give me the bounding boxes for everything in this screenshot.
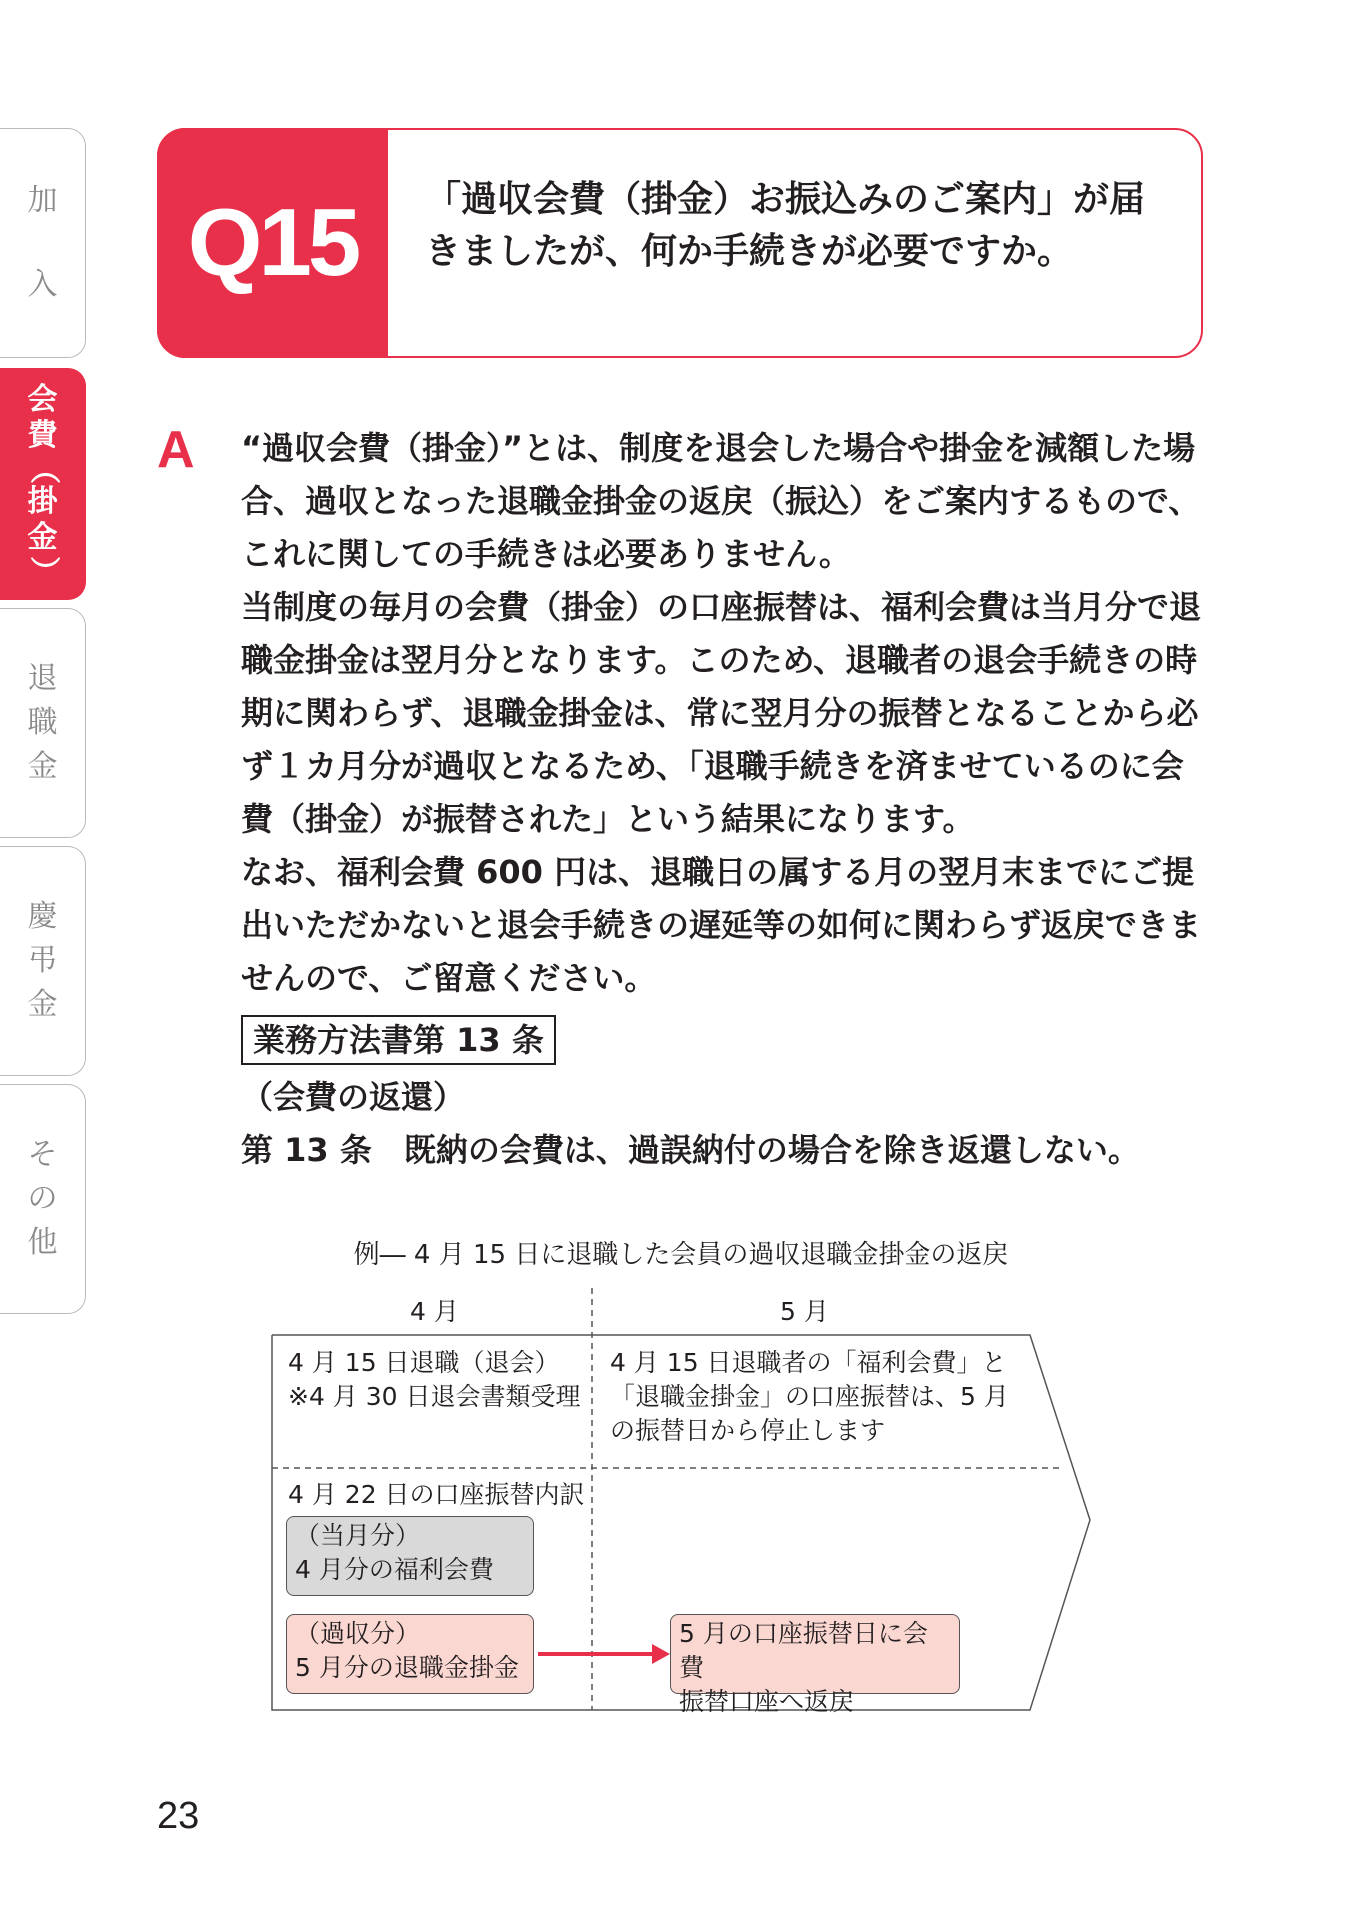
law-reference-tag: 業務方法書第 13 条 [241, 1015, 556, 1065]
cell-top-left [288, 1346, 581, 1414]
tab-char: 他 [27, 1225, 58, 1260]
tab-keichokin[interactable] [0, 846, 86, 1076]
question-box [157, 128, 1203, 358]
box-line: 5 月の口座振替日に会費 [679, 1619, 928, 1682]
cell-line: の振替日から停止します [610, 1416, 886, 1445]
answer-paragraph: 当制度の毎月の会費（掛金）の口座振替は、福利会費は当月分で退職金掛金は翌月分となります。このため、退職者の退会手続きの時期に関わらず、退職金掛金は、常に翌月分の振替となることから必ず１カ月分が過収となるため、「退職手続きを済ませているのに会費（掛金）が振替された」という結果になります。 [241, 588, 1202, 838]
tab-sonota[interactable] [0, 1084, 86, 1314]
tab-char: 退 [27, 661, 58, 696]
cell-line: 4 月 15 日退職（退会） [288, 1348, 560, 1377]
box-line: 振替口座へ返戻 [679, 1687, 855, 1716]
box-line: 5 月分の退職金掛金 [295, 1653, 519, 1682]
box-current-month [286, 1516, 534, 1596]
tab-char: 掛 [27, 484, 58, 519]
diagram-caption: 例― 4 月 15 日に退職した会員の過収退職金掛金の返戻 [353, 1240, 1009, 1270]
box-excess [286, 1614, 534, 1694]
tab-kanyu[interactable] [0, 128, 86, 358]
tab-char: 会 [27, 382, 58, 417]
cell-line: 「退職金掛金」の口座振替は、5 月 [610, 1382, 1009, 1411]
tab-char: 慶 [27, 899, 58, 934]
question-label-box [157, 128, 388, 358]
cell-line: 4 月 15 日退職者の「福利会費」と [610, 1348, 1007, 1377]
tab-char: 金 [27, 520, 58, 555]
tab-char: ） [25, 556, 61, 586]
tab-char: 入 [27, 267, 58, 302]
cell-bottom-left-title: 4 月 22 日の口座振替内訳 [288, 1480, 585, 1509]
answer-paragraph: “過収会費（掛金）”とは、制度を退会した場合や掛金を減額した場合、過収となった退職金掛金の返戻（振込）をご案内するもので、これに関しての手続きは必要ありません。 [241, 429, 1201, 573]
box-line: （過収分） [295, 1619, 421, 1648]
tab-taishokukin[interactable] [0, 608, 86, 838]
law-heading: （会費の返還） [241, 1078, 466, 1116]
tab-char: の [27, 1181, 58, 1216]
tab-char: 金 [27, 749, 58, 784]
month-label-april: 4 月 [410, 1297, 459, 1326]
tab-char: 弔 [27, 943, 58, 978]
month-label-may: 5 月 [780, 1297, 829, 1326]
tab-char: そ [27, 1137, 58, 1172]
cell-line: ※4 月 30 日退会書類受理 [288, 1382, 581, 1411]
answer-mark: A [157, 421, 195, 479]
tab-kaihi-kakekin[interactable] [0, 368, 86, 600]
page-number: 23 [157, 1795, 200, 1837]
refund-diagram [260, 1280, 1100, 1720]
answer-body [241, 422, 1206, 1177]
cell-top-right [610, 1346, 1009, 1448]
tab-char: 職 [27, 705, 58, 740]
question-text: 「過収会費（掛金）お振込みのご案内」が届きましたが、何か手続きが必要ですか。 [425, 179, 1146, 272]
law-text: 第 13 条 既納の会費は、過誤納付の場合を除き返還しない。 [241, 1131, 1140, 1169]
box-line: （当月分） [295, 1521, 421, 1550]
tab-char: 金 [27, 987, 58, 1022]
answer-paragraph: なお、福利会費 600 円は、退職日の属する月の翌月末までにご提出いただかないと退会手続きの遅延等の如何に関わらず返戻できませんので、ご留意ください。 [241, 853, 1202, 997]
box-line: 4 月分の福利会費 [295, 1555, 494, 1584]
tab-char: 加 [27, 183, 58, 218]
tab-char: 費 [27, 418, 58, 453]
tab-char: （ [25, 454, 61, 484]
box-refund [670, 1614, 960, 1716]
question-number: Q15 [187, 189, 358, 296]
